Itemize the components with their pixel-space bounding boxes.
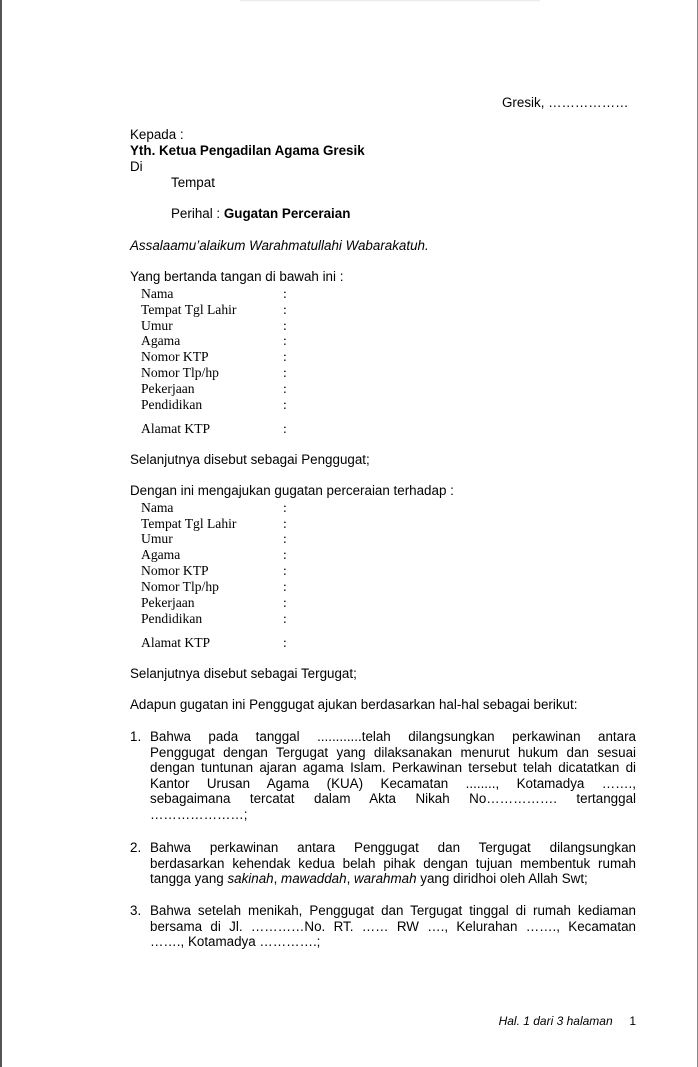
recipient: Yth. Ketua Pengadilan Agama Gresik bbox=[130, 143, 365, 158]
defendant-field-ttl: Tempat Tgl Lahir : bbox=[141, 516, 287, 531]
page-left-border bbox=[0, 0, 2, 1067]
perihal-line bbox=[171, 206, 350, 222]
point-2-text: Bahwa perkawinan antara Penggugat dan Tergugat dilangsungkan berdasarkan kehendak kedua belah pihak dengan tujuan membentuk rumah tangga yang sakinah, mawaddah, warahmah yang diridhoi oleh Allah Swt; bbox=[150, 840, 636, 887]
kepada-label: Kepada : bbox=[130, 127, 184, 142]
plaintiff-field-pekerjaan: Pekerjaan : bbox=[141, 381, 287, 396]
plaintiff-field-pendidikan: Pendidikan : bbox=[141, 397, 287, 412]
page-top-shadow bbox=[240, 0, 540, 2]
point-1-text: Bahwa pada tanggal ............telah dilangsungkan perkawinan antara Penggugat dengan Tergugat yang dilaksanakan menurut hukum dan sesuai dengan tuntunan ajaran agama Islam. Perkawinan tersebut telah dicatatkan di Kantor Urusan Agama (KUA) Kecamatan ........, Kotamadya ……., sebagaimana tercatat dalam Akta Nikah No……………. tertanggal …………………; bbox=[150, 729, 636, 822]
basis-intro: Adapun gugatan ini Penggugat ajukan berdasarkan hal-hal sebagai berikut: bbox=[130, 697, 578, 712]
defendant-ref: Selanjutnya disebut sebagai Tergugat; bbox=[130, 666, 357, 681]
date-line: Gresik, ……………… bbox=[502, 95, 629, 110]
defendant-field-ktp: Nomor KTP : bbox=[141, 563, 287, 578]
defendant-intro: Dengan ini mengajukan gugatan perceraian terhadap : bbox=[130, 483, 454, 498]
defendant-field-nama: Nama : bbox=[141, 500, 287, 515]
di-label: Di bbox=[130, 159, 143, 174]
point-2-number: 2. bbox=[130, 840, 142, 855]
point-1-number: 1. bbox=[130, 729, 142, 744]
plaintiff-field-nama: Nama : bbox=[141, 286, 287, 301]
point-3-number: 3. bbox=[130, 903, 142, 918]
plaintiff-field-umur: Umur : bbox=[141, 318, 287, 333]
perihal-label: Perihal : bbox=[171, 206, 221, 221]
defendant-field-umur: Umur : bbox=[141, 531, 287, 546]
plaintiff-field-ktp: Nomor KTP : bbox=[141, 349, 287, 364]
defendant-field-pendidikan: Pendidikan : bbox=[141, 611, 287, 626]
point-3-text: Bahwa setelah menikah, Penggugat dan Tergugat tinggal di rumah kediaman bersama di Jl. …………No. RT. …… RW …., Kelurahan ……., Kecamatan ……., Kotamadya ………….; bbox=[150, 903, 636, 950]
plaintiff-ref: Selanjutnya disebut sebagai Penggugat; bbox=[130, 452, 370, 467]
plaintiff-field-tlp: Nomor Tlp/hp : bbox=[141, 365, 287, 380]
tempat: Tempat bbox=[171, 175, 215, 190]
defendant-field-agama: Agama : bbox=[141, 547, 287, 562]
page-footer bbox=[499, 1014, 636, 1028]
greeting: Assalaamu’alaikum Warahmatullahi Wabarakatuh. bbox=[130, 238, 429, 253]
footer-page-number: 1 bbox=[629, 1014, 636, 1028]
footer-text: Hal. 1 dari 3 halaman bbox=[498, 1014, 613, 1028]
plaintiff-field-alamat: Alamat KTP : bbox=[141, 421, 287, 436]
plaintiff-field-ttl: Tempat Tgl Lahir : bbox=[141, 302, 287, 317]
defendant-field-tlp: Nomor Tlp/hp : bbox=[141, 579, 287, 594]
defendant-field-pekerjaan: Pekerjaan : bbox=[141, 595, 287, 610]
intro: Yang bertanda tangan di bawah ini : bbox=[130, 269, 344, 284]
perihal-value: Gugatan Perceraian bbox=[223, 206, 351, 221]
plaintiff-field-agama: Agama : bbox=[141, 333, 287, 348]
defendant-field-alamat: Alamat KTP : bbox=[141, 635, 287, 650]
